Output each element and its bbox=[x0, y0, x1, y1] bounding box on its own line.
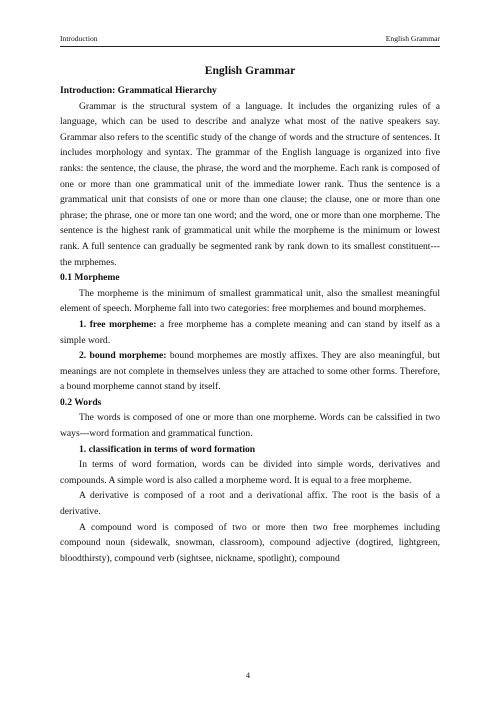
page-number: 4 bbox=[246, 671, 250, 680]
intro-paragraph: Grammar is the structural system of a language. It includes the organizing rules of a language, which can be used to describe and analyze what most of the native speakers say. Grammar also refers to the scentific study of the change of words and the structure of sentences. It includes morphology and syntax. The grammar of the English language is organized into five ranks: the sentence, the clause, the phrase, the word and the morpheme. Each rank is composed of one or more than one grammatical unit of the immediate lower rank. Thus the sentence is a grammatical unit that consists of one or more than one clause; the clause, one or more than one phrase; the phrase, one or more tan one word; and the word, one or more than one morpheme. The sentence is the highest rank of grammatical unit while the morpheme is the minimum or lowest rank. A full sentence can gradually be segmented rank by rank down to its smallest constituent---the mrphemes. bbox=[60, 100, 440, 268]
header-left-text: Introduction bbox=[60, 34, 98, 43]
word-formation-paragraph: In terms of word formation, words can be divided into simple words, derivatives and compounds. A simple word is also called a morpheme word. It is equal to a free morpheme. bbox=[60, 459, 440, 486]
list-item-free-morpheme bbox=[60, 317, 440, 348]
section-heading-morpheme: 0.1 Morpheme bbox=[60, 272, 120, 284]
subsection-heading-word-formation: 1. classification in terms of word formation bbox=[79, 443, 256, 455]
derivative-paragraph: A derivative is composed of a root and a derivational affix. The root is the basis of a derivative. bbox=[60, 490, 440, 518]
header-right-text: English Grammar bbox=[385, 34, 440, 43]
list-item-text: bound morphemes are mostly affixes. They are also meaningful, but meanings are not complete in themselves unless they are attached to some other forms. Therefore, a bound morpheme cannot stand by itself. bbox=[60, 350, 440, 393]
words-paragraph: The words is composed of one or more than one morpheme. Words can be calssified in two ways---word formation and grammatical function. bbox=[60, 412, 440, 440]
morpheme-paragraph: The morpheme is the minimum of smallest grammatical unit, also the smallest meaningful element of speech. Morpheme fall into two categories: free morphemes and bound morphemes. bbox=[60, 287, 440, 315]
section-heading-words: 0.2 Words bbox=[60, 396, 102, 408]
page-body bbox=[60, 63, 440, 566]
list-item-text: a free morpheme has a complete meaning and can stand by itself as a simple word. bbox=[60, 318, 440, 346]
list-item-label: 1. free morpheme: bbox=[79, 318, 157, 330]
header-divider bbox=[60, 46, 440, 47]
page-title: English Grammar bbox=[204, 64, 296, 77]
section-heading-introduction: Introduction: Grammatical Hierarchy bbox=[60, 85, 217, 96]
running-header bbox=[60, 33, 440, 45]
list-item-bound-morpheme bbox=[60, 348, 440, 395]
list-item-label: 2. bound morpheme: bbox=[79, 350, 167, 362]
compound-paragraph: A compound word is composed of two or more then two free morphemes including compound noun (sidewalk, snowman, classroom), compound adjective (dogtired, lightgreen, bloodthirsty), compound verb (sightsee, nickname, spotlight), compound bbox=[60, 521, 440, 564]
